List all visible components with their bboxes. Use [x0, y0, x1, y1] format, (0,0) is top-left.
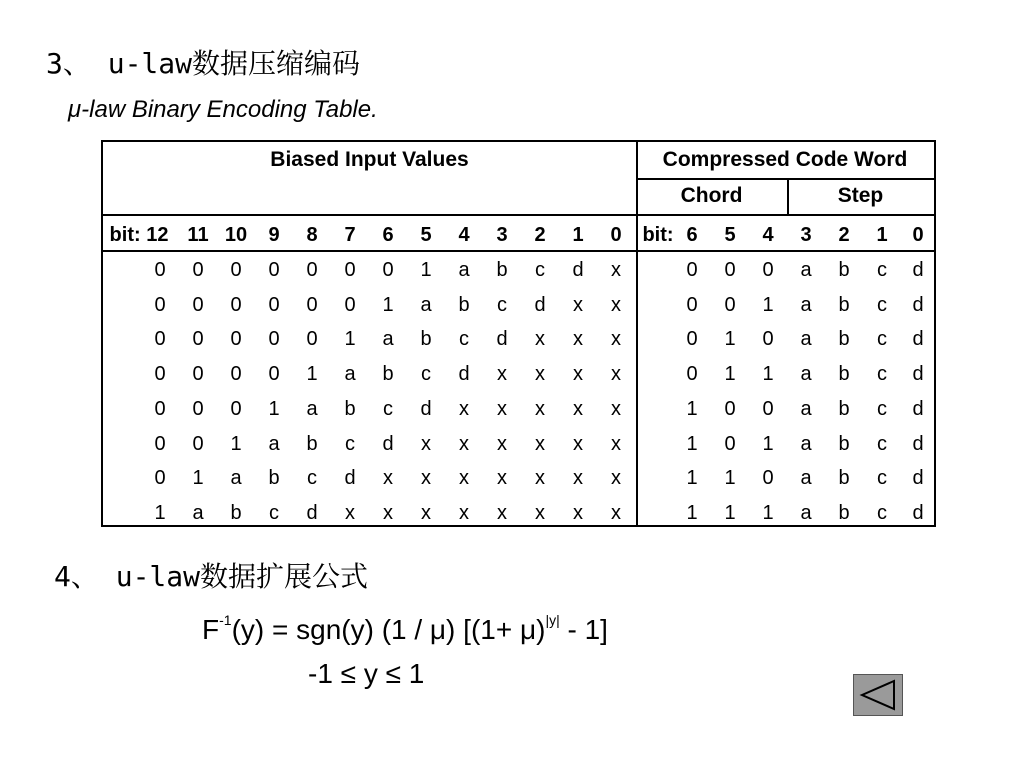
input-cell: x [421, 432, 431, 455]
input-cell: x [573, 363, 583, 386]
input-cell: 0 [154, 328, 166, 351]
output-bit-header: 4 [762, 224, 774, 246]
table-rule-body [103, 250, 934, 252]
input-cell: x [497, 397, 507, 420]
input-cell: x [459, 397, 469, 420]
input-bit-header: 0 [610, 224, 622, 246]
output-cell: 0 [762, 467, 774, 490]
input-cell: x [535, 501, 545, 524]
input-cell: 0 [192, 328, 204, 351]
table-caption: μ-law Binary Encoding Table. [68, 96, 378, 123]
input-cell: x [573, 501, 583, 524]
input-cell: 0 [154, 363, 166, 386]
input-cell: c [269, 501, 279, 524]
input-cell: x [611, 293, 621, 316]
formula-tail: - 1] [559, 614, 608, 645]
output-cell: a [800, 328, 812, 351]
output-cell: c [877, 293, 887, 316]
output-cell: d [912, 328, 924, 351]
input-cell: x [611, 501, 621, 524]
input-cell: a [306, 397, 318, 420]
output-cell: 0 [686, 328, 698, 351]
formula-line-1 [202, 614, 608, 646]
input-cell: 0 [382, 259, 394, 281]
output-cell: 1 [724, 467, 736, 490]
input-cell: x [535, 363, 545, 386]
header-compressed-code: Compressed Code Word [662, 148, 908, 171]
output-bit-header: 3 [800, 224, 812, 246]
output-cell: d [912, 397, 924, 420]
output-cell: d [912, 363, 924, 386]
output-cell: 1 [724, 328, 736, 351]
output-cell: c [877, 363, 887, 386]
output-cell: b [838, 293, 850, 316]
input-cell: 0 [154, 293, 166, 316]
input-cell: 0 [306, 259, 318, 281]
input-cell: a [230, 467, 242, 490]
input-bit-header: 9 [268, 224, 280, 246]
output-cell: d [912, 467, 924, 490]
input-bit-header: 7 [344, 224, 356, 246]
formula-range: -1 ≤ y ≤ 1 [308, 658, 425, 689]
input-cell: x [611, 467, 621, 490]
input-cell: c [535, 259, 545, 281]
formula-f: F [202, 614, 220, 645]
input-cell: 1 [192, 467, 204, 490]
input-cell: x [573, 328, 583, 351]
input-cell: 0 [268, 259, 280, 281]
input-cell: x [459, 501, 469, 524]
output-cell: d [912, 432, 924, 455]
input-cell: c [345, 432, 355, 455]
input-cell: 0 [306, 293, 318, 316]
encoding-table [101, 140, 936, 527]
input-bit-header: 1 [572, 224, 584, 246]
output-cell: 0 [762, 328, 774, 351]
input-cell: 0 [230, 328, 242, 351]
input-cell: x [421, 501, 431, 524]
input-cell: x [611, 259, 621, 281]
input-cell: 0 [230, 397, 242, 420]
input-cell: c [307, 467, 317, 490]
output-bit-header: 6 [686, 224, 698, 246]
output-cell: d [912, 501, 924, 524]
output-cell: b [838, 467, 850, 490]
output-cell: 1 [686, 397, 698, 420]
output-cell: c [877, 432, 887, 455]
input-bit-header: 10 [224, 224, 248, 246]
section-3-title: 3、 u-law数据压缩编码 [46, 47, 361, 80]
output-cell: a [800, 432, 812, 455]
input-cell: x [383, 467, 393, 490]
output-cell: 1 [762, 432, 774, 455]
input-cell: b [382, 363, 394, 386]
output-cell: a [800, 501, 812, 524]
input-bit-header: 4 [458, 224, 470, 246]
input-cell: 0 [268, 328, 280, 351]
input-bit-header: 5 [420, 224, 432, 246]
input-cell: 1 [306, 363, 318, 386]
input-cell: x [535, 397, 545, 420]
input-cell: 0 [268, 363, 280, 386]
input-cell: 0 [154, 259, 166, 281]
input-cell: x [383, 501, 393, 524]
input-cell: x [535, 432, 545, 455]
input-cell: 0 [344, 259, 356, 281]
input-cell: a [268, 432, 280, 455]
output-cell: 1 [762, 363, 774, 386]
input-cell: 0 [192, 363, 204, 386]
output-cell: 1 [762, 293, 774, 316]
input-cell: x [573, 397, 583, 420]
output-cell: a [800, 293, 812, 316]
input-cell: a [420, 293, 432, 316]
output-cell: b [838, 259, 850, 281]
input-cell: b [420, 328, 432, 351]
input-cell: 0 [306, 328, 318, 351]
input-cell: x [573, 432, 583, 455]
output-cell: 0 [724, 432, 736, 455]
input-cell: 0 [230, 293, 242, 316]
output-cell: d [912, 293, 924, 316]
formula-exponent: |y| [545, 612, 560, 628]
output-cell: b [838, 397, 850, 420]
output-cell: b [838, 363, 850, 386]
input-cell: x [611, 432, 621, 455]
input-cell: 1 [154, 501, 166, 524]
input-cell: 0 [230, 259, 242, 281]
output-bit-header: 5 [724, 224, 736, 246]
input-cell: b [230, 501, 242, 524]
input-cell: 0 [192, 293, 204, 316]
input-cell: a [344, 363, 356, 386]
input-cell: d [344, 467, 356, 490]
output-cell: c [877, 328, 887, 351]
output-cell: 1 [686, 467, 698, 490]
output-cell: c [877, 259, 887, 281]
input-cell: 1 [382, 293, 394, 316]
input-cell: x [611, 328, 621, 351]
input-bit-header: 6 [382, 224, 394, 246]
output-cell: 1 [724, 501, 736, 524]
output-cell: a [800, 467, 812, 490]
input-cell: c [459, 328, 469, 351]
input-cell: d [382, 432, 394, 455]
input-cell: x [459, 432, 469, 455]
output-cell: 1 [762, 501, 774, 524]
input-cell: 1 [420, 259, 432, 281]
input-cell: 0 [344, 293, 356, 316]
output-cell: c [877, 501, 887, 524]
input-cell: a [458, 259, 470, 281]
input-cell: b [306, 432, 318, 455]
input-cell: x [611, 397, 621, 420]
input-cell: x [573, 467, 583, 490]
output-cell: 1 [686, 501, 698, 524]
output-cell: c [877, 397, 887, 420]
input-cell: b [268, 467, 280, 490]
section-4-title: 4、 u-law数据扩展公式 [54, 560, 369, 593]
input-cell: x [535, 328, 545, 351]
input-cell: 1 [268, 397, 280, 420]
input-bit-header: bit: 12 [109, 224, 169, 246]
input-cell: 0 [154, 397, 166, 420]
output-cell: b [838, 328, 850, 351]
formula-f-sup: -1 [219, 612, 232, 628]
input-cell: x [497, 501, 507, 524]
output-cell: a [800, 363, 812, 386]
input-cell: c [497, 293, 507, 316]
input-cell: 0 [230, 363, 242, 386]
output-cell: 0 [686, 363, 698, 386]
output-cell: 0 [724, 293, 736, 316]
input-cell: b [496, 259, 508, 281]
input-bit-header: 2 [534, 224, 546, 246]
input-cell: 0 [192, 432, 204, 455]
input-cell: 0 [192, 259, 204, 281]
input-cell: x [345, 501, 355, 524]
input-cell: d [496, 328, 508, 351]
output-bit-header: 0 [912, 224, 924, 246]
back-button[interactable] [853, 674, 903, 716]
input-cell: x [459, 467, 469, 490]
output-cell: 0 [724, 397, 736, 420]
input-cell: 0 [268, 293, 280, 316]
input-cell: 0 [154, 432, 166, 455]
input-cell: d [572, 259, 584, 281]
input-cell: x [497, 432, 507, 455]
output-cell: 0 [724, 259, 736, 281]
input-cell: x [611, 363, 621, 386]
input-cell: b [458, 293, 470, 316]
input-cell: b [344, 397, 356, 420]
input-cell: 0 [192, 397, 204, 420]
output-cell: a [800, 397, 812, 420]
output-cell: 0 [686, 293, 698, 316]
output-cell: 0 [686, 259, 698, 281]
table-rule-header [103, 214, 934, 216]
output-cell: 1 [724, 363, 736, 386]
header-chord: Chord [680, 184, 743, 207]
input-bit-header: 8 [306, 224, 318, 246]
output-cell: 0 [762, 259, 774, 281]
input-cell: x [573, 293, 583, 316]
output-cell: 1 [686, 432, 698, 455]
input-cell: x [535, 467, 545, 490]
output-bit-header: 2 [838, 224, 850, 246]
input-cell: c [421, 363, 431, 386]
input-bit-header: 11 [187, 224, 209, 246]
input-cell: x [497, 363, 507, 386]
input-cell: 0 [154, 467, 166, 490]
triangle-left-icon [854, 675, 902, 715]
input-cell: 1 [344, 328, 356, 351]
input-cell: a [382, 328, 394, 351]
header-step: Step [837, 184, 884, 207]
input-cell: x [421, 467, 431, 490]
output-cell: c [877, 467, 887, 490]
input-cell: 1 [230, 432, 242, 455]
input-cell: d [534, 293, 546, 316]
output-cell: b [838, 501, 850, 524]
output-cell: d [912, 259, 924, 281]
output-cell: 0 [762, 397, 774, 420]
output-cell: b [838, 432, 850, 455]
formula-body: (y) = sgn(y) (1 / μ) [(1+ μ) [231, 614, 546, 645]
output-bit-header: bit: [642, 224, 674, 246]
table-rule-output-top [636, 178, 934, 180]
input-bit-header: 3 [496, 224, 508, 246]
input-cell: d [458, 363, 470, 386]
input-cell: d [306, 501, 318, 524]
header-biased-input: Biased Input Values [270, 148, 469, 171]
input-cell: c [383, 397, 393, 420]
input-cell: x [497, 467, 507, 490]
output-bit-header: 1 [876, 224, 888, 246]
input-cell: a [192, 501, 204, 524]
input-cell: d [420, 397, 432, 420]
output-cell: a [800, 259, 812, 281]
